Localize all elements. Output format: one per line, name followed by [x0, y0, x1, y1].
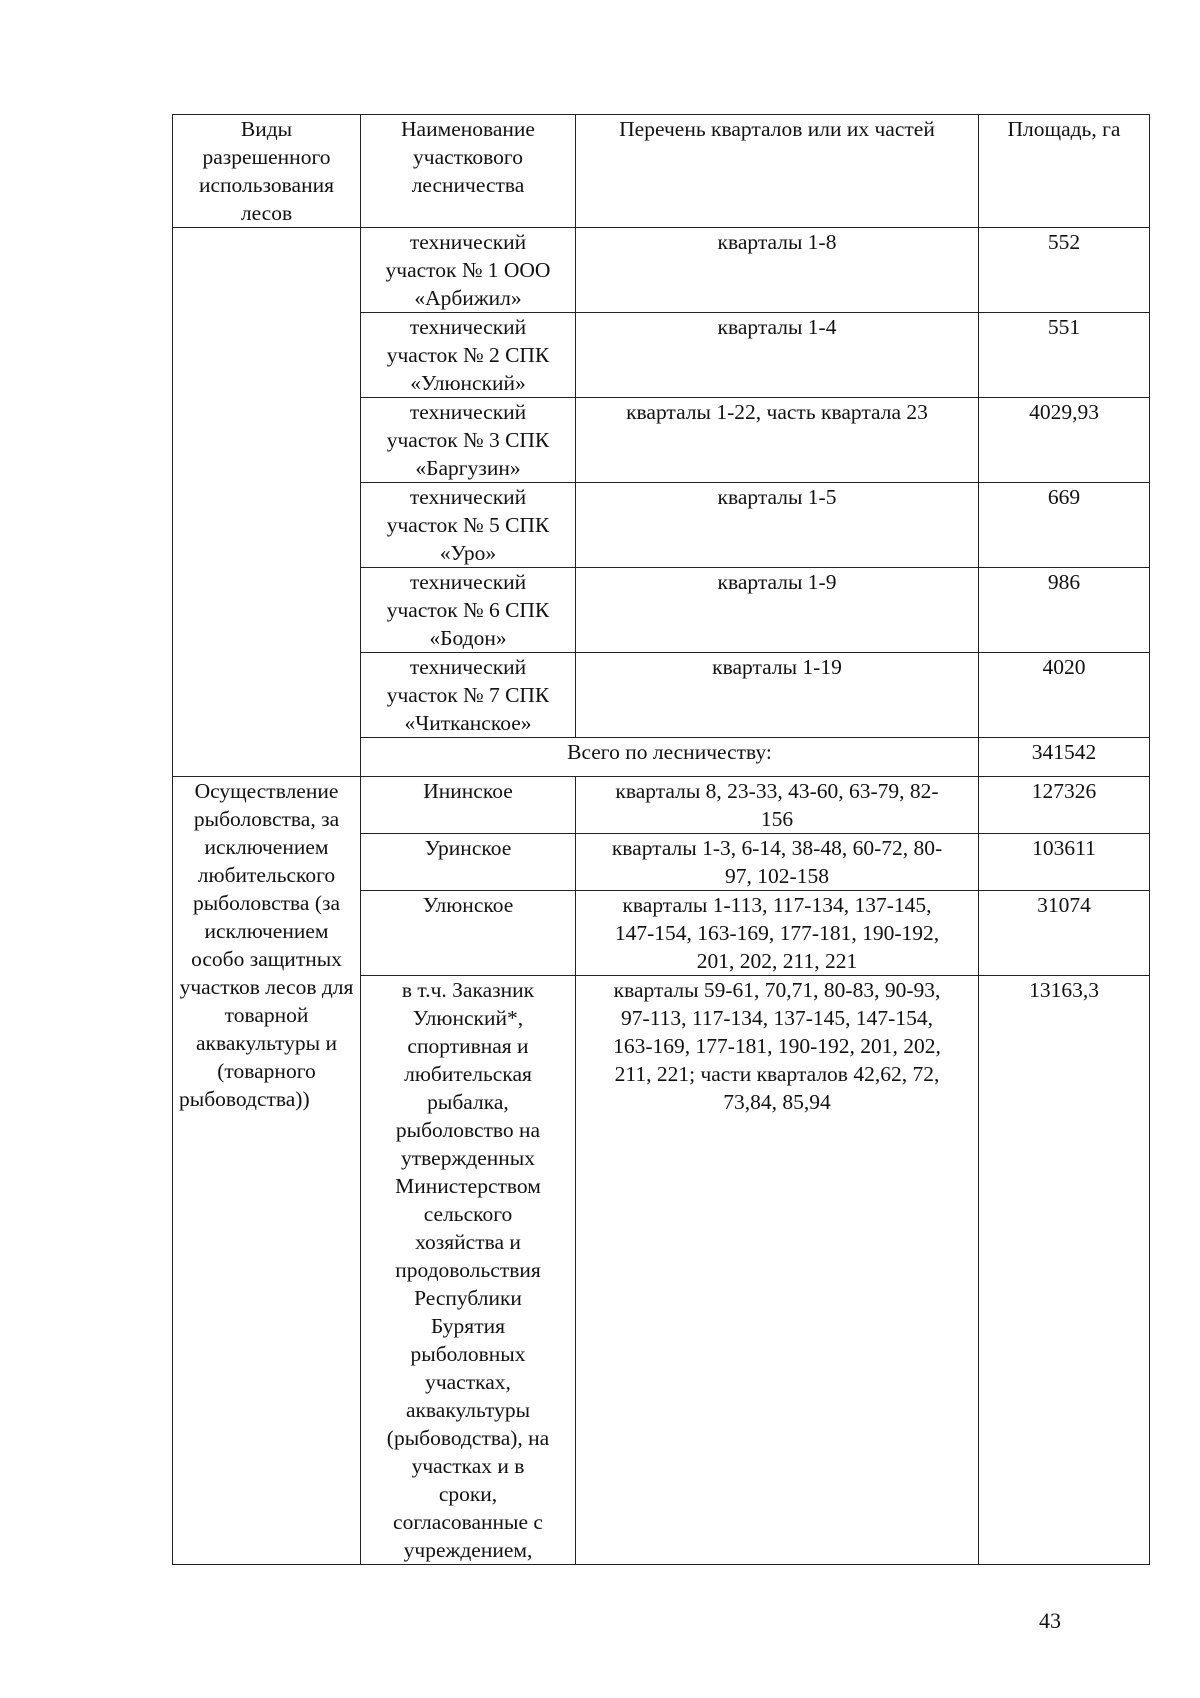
empty-use-type-cell — [173, 228, 361, 777]
forestry-name-cell: в т.ч. Заказник Улюнский*, спортивная и любительская рыбалка, рыболовство на утвержденных Министерством сельского хозяйства и продовольствия Республики Бурятия рыболовных участках, аквакультуры (рыбоводства), на участках и в сроки, согласованные с учреждением, — [361, 976, 576, 1565]
table-row — [173, 777, 1150, 834]
header-forestry-name: Наименование участкового лесничества — [361, 115, 576, 228]
quarters-cell: кварталы 1-3, 6-14, 38-48, 60-72, 80- 97, 102-158 — [576, 834, 979, 891]
forestry-name-cell: технический участок № 7 СПК «Читканское» — [361, 653, 576, 738]
quarters-cell: кварталы 8, 23-33, 43-60, 63-79, 82- 156 — [576, 777, 979, 834]
quarters-cell: кварталы 1-113, 117-134, 137-145, 147-154, 163-169, 177-181, 190-192, 201, 202, 211, 221 — [576, 891, 979, 976]
forestry-name-cell: технический участок № 1 ООО «Арбижил» — [361, 228, 576, 313]
area-cell: 552 — [979, 228, 1150, 313]
total-label: Всего по лесничеству: — [361, 738, 979, 777]
area-cell: 127326 — [979, 777, 1150, 834]
table-row — [173, 228, 1150, 313]
header-quarters-list: Перечень кварталов или их частей — [576, 115, 979, 228]
quarters-cell: кварталы 1-4 — [576, 313, 979, 398]
page-number: 43 — [1039, 1608, 1061, 1633]
header-use-type: Виды разрешенного использования лесов — [173, 115, 361, 228]
quarters-cell: кварталы 1-19 — [576, 653, 979, 738]
forestry-name-cell: технический участок № 6 СПК «Бодон» — [361, 568, 576, 653]
area-cell: 4020 — [979, 653, 1150, 738]
forest-use-table — [172, 114, 1150, 1565]
forestry-name-cell: Уринское — [361, 834, 576, 891]
total-area: 341542 — [979, 738, 1150, 777]
forestry-name-cell: технический участок № 3 СПК «Баргузин» — [361, 398, 576, 483]
quarters-cell: кварталы 1-9 — [576, 568, 979, 653]
area-cell: 13163,3 — [979, 976, 1150, 1565]
quarters-cell: кварталы 1-22, часть квартала 23 — [576, 398, 979, 483]
quarters-cell: кварталы 1-5 — [576, 483, 979, 568]
forestry-name-cell: технический участок № 2 СПК «Улюнский» — [361, 313, 576, 398]
area-cell: 986 — [979, 568, 1150, 653]
quarters-cell: кварталы 1-8 — [576, 228, 979, 313]
area-cell: 551 — [979, 313, 1150, 398]
area-cell: 669 — [979, 483, 1150, 568]
area-cell: 4029,93 — [979, 398, 1150, 483]
forestry-name-cell: Улюнское — [361, 891, 576, 976]
area-cell: 31074 — [979, 891, 1150, 976]
forestry-name-cell: технический участок № 5 СПК «Уро» — [361, 483, 576, 568]
quarters-cell: кварталы 59-61, 70,71, 80-83, 90-93, 97-113, 117-134, 137-145, 147-154, 163-169, 177-181, 190-192, 201, 202, 211, 221; части кварталов 42,62, 72, 73,84, 85,94 — [576, 976, 979, 1565]
forestry-name-cell: Ининское — [361, 777, 576, 834]
fishing-use-type-cell: Осуществление рыболовства, за исключением любительского рыболовства (за исключением особо защитных участков лесов для товарной аквакультуры и (товарного рыбоводства)) — [173, 777, 361, 1565]
area-cell: 103611 — [979, 834, 1150, 891]
table-header-row — [173, 115, 1150, 228]
header-area: Площадь, га — [979, 115, 1150, 228]
